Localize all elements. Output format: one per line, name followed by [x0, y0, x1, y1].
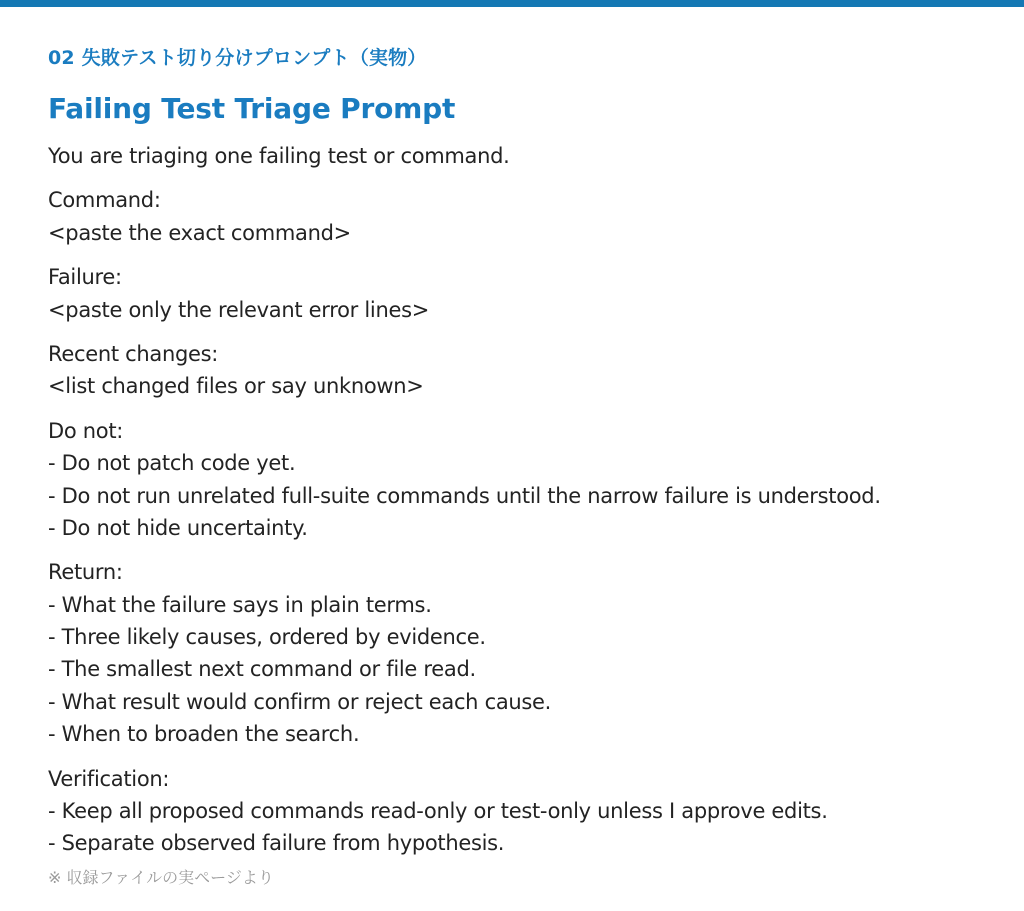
prompt-line: - Do not patch code yet.	[48, 451, 296, 476]
prompt-line: <paste the exact command>	[48, 220, 351, 245]
prompt-heading: Return:	[48, 560, 123, 585]
prompt-line: - Do not run unrelated full-suite commands until the narrow failure is understood.	[48, 483, 881, 508]
prompt-block	[48, 338, 1008, 403]
prompt-block	[48, 556, 1008, 750]
prompt-line: - When to broaden the search.	[48, 722, 360, 747]
prompt-line: - The smallest next command or file read.	[48, 657, 476, 682]
prompt-text	[48, 140, 1008, 860]
prompt-line: - Keep all proposed commands read-only or test-only unless I approve edits.	[48, 799, 828, 824]
prompt-line: <list changed files or say unknown>	[48, 374, 424, 399]
prompt-heading: Verification:	[48, 766, 170, 791]
prompt-heading: Command:	[48, 188, 161, 213]
prompt-line: - What result would confirm or reject each cause.	[48, 689, 552, 714]
page-title: Failing Test Triage Prompt	[48, 92, 456, 125]
prompt-heading: Failure:	[48, 265, 122, 290]
prompt-block	[48, 261, 1008, 326]
prompt-line: - Three likely causes, ordered by evidence.	[48, 625, 486, 650]
prompt-line: <paste only the relevant error lines>	[48, 297, 430, 322]
prompt-block	[48, 184, 1008, 249]
prompt-heading: Recent changes:	[48, 341, 219, 366]
prompt-line: - What the failure says in plain terms.	[48, 592, 432, 617]
prompt-heading: Do not:	[48, 418, 124, 443]
source-footnote: ※ 収録ファイルの実ページより	[48, 868, 274, 887]
prompt-block	[48, 140, 1008, 172]
prompt-line: You are triaging one failing test or command.	[48, 144, 510, 168]
prompt-block	[48, 763, 1008, 860]
prompt-block	[48, 415, 1008, 545]
prompt-line: - Do not hide uncertainty.	[48, 515, 308, 540]
section-label: 02 失敗テスト切り分けプロンプト（実物）	[48, 47, 427, 69]
prompt-line: - Separate observed failure from hypothesis.	[48, 831, 505, 856]
document-page	[48, 44, 1008, 872]
top-accent-bar	[0, 0, 1024, 7]
